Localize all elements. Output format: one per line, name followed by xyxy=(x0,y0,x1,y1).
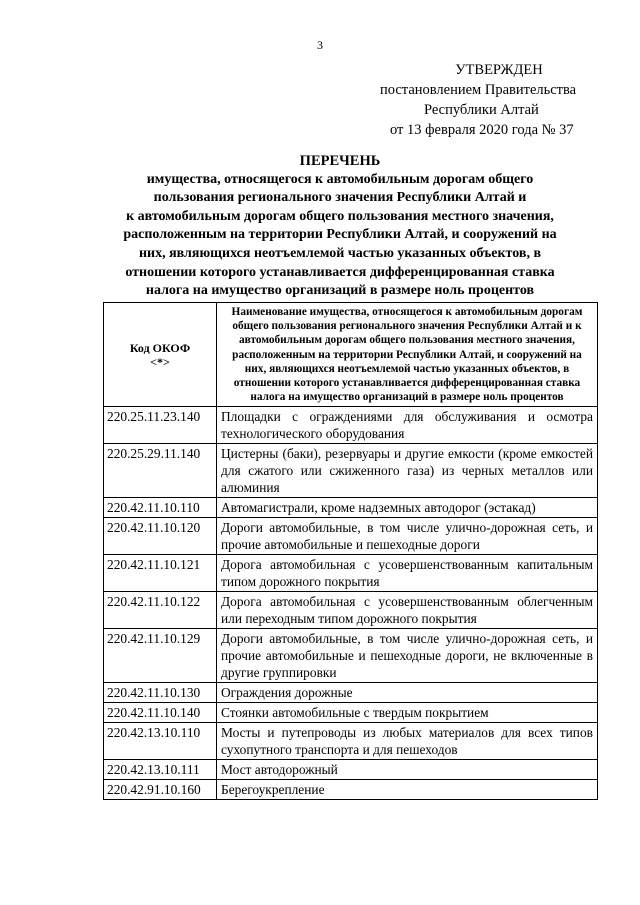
approval-line: от 13 февраля 2020 года № 37 xyxy=(390,122,574,138)
okof-code-cell: 220.25.29.11.140 xyxy=(104,444,217,498)
property-name-cell: Дорога автомобильная с усовершенствованным облегченным или переходным типом дорожного покрытия xyxy=(217,592,598,629)
approval-heading: УТВЕРЖДЕН xyxy=(455,62,543,78)
table-row xyxy=(104,592,598,629)
property-name-cell: Мост автодорожный xyxy=(217,760,598,780)
title-main: ПЕРЕЧЕНЬ xyxy=(299,153,381,169)
okof-table xyxy=(103,302,598,800)
okof-code-cell: 220.42.91.10.160 xyxy=(104,780,217,800)
title-line: расположенным на территории Республики Алтай, и сооружений на xyxy=(123,227,557,243)
title-line: пользования регионального значения Республики Алтай и xyxy=(153,190,527,206)
okof-code-cell: 220.25.11.23.140 xyxy=(104,407,217,444)
table-row xyxy=(104,629,598,683)
table-row xyxy=(104,407,598,444)
okof-code-cell: 220.42.11.10.140 xyxy=(104,703,217,723)
okof-code-cell: 220.42.13.10.110 xyxy=(104,723,217,760)
okof-code-cell: 220.42.11.10.129 xyxy=(104,629,217,683)
property-name-cell: Дороги автомобильные, в том числе улично-дорожная сеть, и прочие автомобильные и пешеходные дороги xyxy=(217,518,598,555)
document-title xyxy=(80,152,600,301)
approval-line: постановлением Правительства xyxy=(380,82,577,98)
header-code-cell xyxy=(104,303,217,407)
property-name-cell: Стоянки автомобильные с твердым покрытием xyxy=(217,703,598,723)
header-code-note: <*> xyxy=(150,354,170,369)
property-name-cell: Мосты и путепроводы из любых материалов для всех типов сухопутного транспорта и для пешеходов xyxy=(217,723,598,760)
table-row xyxy=(104,444,598,498)
table-row xyxy=(104,683,598,703)
title-line: отношении которого устанавливается дифференцированная ставка xyxy=(125,264,555,280)
title-line: них, являющихся неотъемлемой частью указанных объектов, в xyxy=(138,245,542,261)
property-name-cell: Ограждения дорожные xyxy=(217,683,598,703)
okof-code-cell: 220.42.11.10.121 xyxy=(104,555,217,592)
table-row xyxy=(104,780,598,800)
approval-block xyxy=(360,60,620,140)
table-row xyxy=(104,498,598,518)
property-name-cell: Дорога автомобильная с усовершенствованным капитальным типом дорожного покрытия xyxy=(217,555,598,592)
table-header-row xyxy=(104,303,598,407)
table-row xyxy=(104,760,598,780)
okof-code-cell: 220.42.11.10.130 xyxy=(104,683,217,703)
okof-code-cell: 220.42.11.10.110 xyxy=(104,498,217,518)
page-number: 3 xyxy=(317,38,323,52)
okof-code-cell: 220.42.13.10.111 xyxy=(104,760,217,780)
okof-code-cell: 220.42.11.10.120 xyxy=(104,518,217,555)
header-code-label: Код ОКОФ xyxy=(129,340,191,355)
property-name-cell: Берегоукрепление xyxy=(217,780,598,800)
table-row xyxy=(104,703,598,723)
table-row xyxy=(104,555,598,592)
title-line: налога на имущество организаций в размере ноль процентов xyxy=(145,283,535,299)
table-row xyxy=(104,723,598,760)
header-name-cell: Наименование имущества, относящегося к автомобильным дорогам общего пользования регионального значения Республики Алтай и к автомобильным дорогам общего пользования местного значения, расположенным на территории Республики Алтай, и сооружений на них, являющихся неотъемлемой частью указанных объектов, в отношении которого устанавливается дифференцированная ставка налога на имущество организаций в размере ноль процентов xyxy=(217,303,598,407)
table-row xyxy=(104,518,598,555)
approval-line: Республики Алтай xyxy=(424,102,539,118)
table-body xyxy=(104,407,598,800)
title-line: к автомобильным дорогам общего пользования местного значения, xyxy=(126,208,554,224)
okof-code-cell: 220.42.11.10.122 xyxy=(104,592,217,629)
property-name-cell: Площадки с ограждениями для обслуживания и осмотра технологического оборудования xyxy=(217,407,598,444)
property-name-cell: Дороги автомобильные, в том числе улично-дорожная сеть, и прочие автомобильные и пешеходные дороги, не включенные в другие группировки xyxy=(217,629,598,683)
property-name-cell: Цистерны (баки), резервуары и другие емкости (кроме емкостей для сжатого или сжиженного газа) из черных металлов или алюминия xyxy=(217,444,598,498)
property-name-cell: Автомагистрали, кроме надземных автодорог (эстакад) xyxy=(217,498,598,518)
title-line: имущества, относящегося к автомобильным дорогам общего xyxy=(146,171,534,187)
